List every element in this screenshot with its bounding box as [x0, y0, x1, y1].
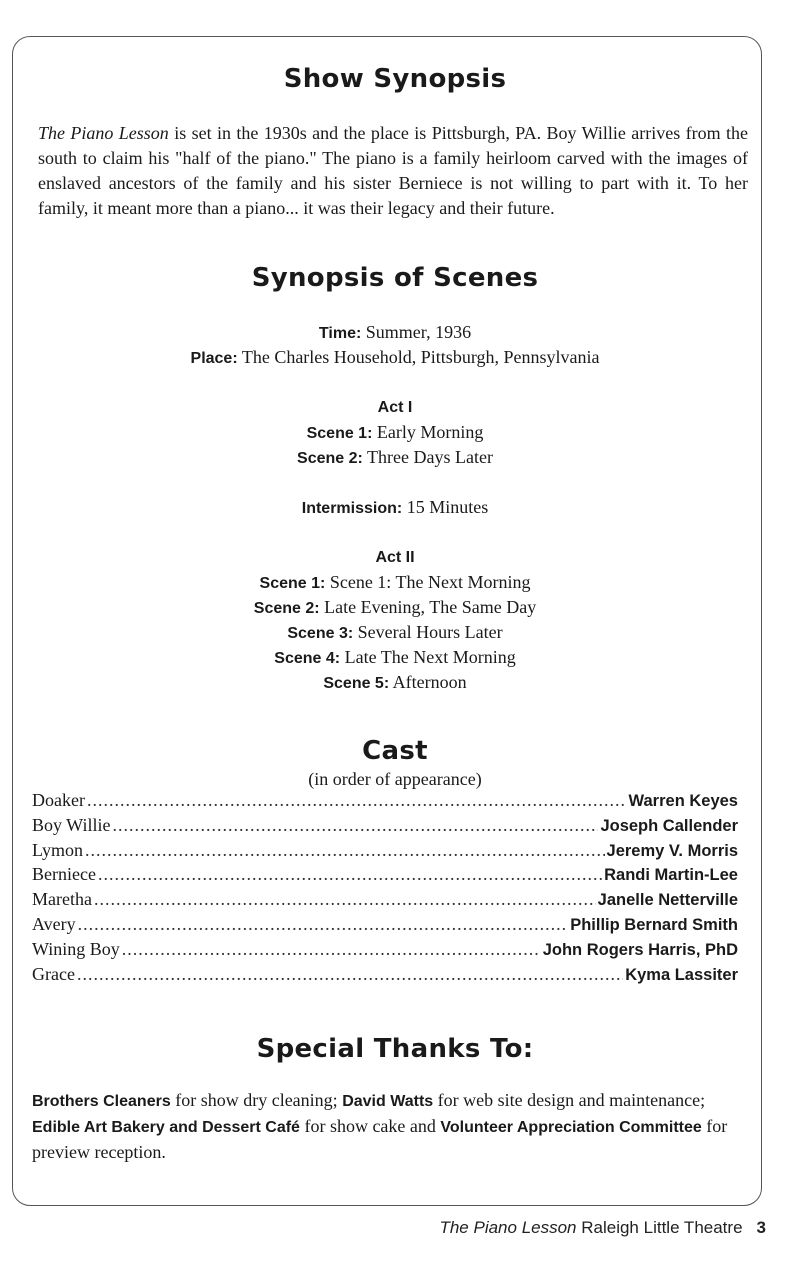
cast-row — [32, 939, 738, 964]
act2-title: Act II — [375, 549, 415, 566]
thanks-text: for show dry cleaning; — [170, 1090, 343, 1110]
scene-value: Late The Next Morning — [340, 647, 516, 667]
leader-dots — [85, 840, 605, 861]
cast-role: Wining Boy — [32, 938, 120, 959]
cast-row — [32, 815, 738, 840]
leader-dots — [98, 864, 602, 885]
footer-play-title: The Piano Lesson — [439, 1218, 577, 1237]
cast-role: Boy Willie — [32, 814, 111, 835]
time-label: Time: — [318, 325, 362, 342]
leader-dots — [122, 939, 541, 960]
thanks-text: for show cake and — [299, 1116, 441, 1136]
synopsis-body: is set in the 1930s and the place is Pittsburgh, PA. Boy Willie arrives from the south to claim his "half of the piano." The piano is a family heirloom carved with the images of enslaved ancestors of the family and his sister Berniece is not willing to part with it. To her family, it meant more than a piano... it was their legacy and their future. — [38, 123, 748, 218]
cast-row — [32, 889, 738, 914]
cast-actor: John Rogers Harris, PhD — [542, 940, 738, 959]
thanks-heading: Special Thanks To: — [256, 1034, 534, 1064]
cast-heading: Cast — [362, 736, 428, 766]
cast-actor: Phillip Bernard Smith — [570, 915, 738, 934]
thanks-text: for preview reception. — [32, 1116, 728, 1162]
scene-label: Scene 4: — [274, 650, 341, 667]
thanks-paragraph — [32, 1088, 742, 1164]
time-line — [0, 320, 790, 346]
cast-subheading: (in order of appearance) — [308, 769, 482, 789]
synopsis-play-title: The Piano Lesson — [38, 123, 169, 143]
cast-role: Grace — [32, 963, 75, 984]
act1-scene-2 — [0, 445, 790, 471]
place-value: The Charles Household, Pittsburgh, Pennsylvania — [237, 347, 600, 367]
scene-label: Scene 2: — [253, 600, 320, 617]
act1-title: Act I — [377, 399, 413, 416]
cast-role: Lymon — [32, 839, 84, 860]
act2-scene-5 — [0, 670, 790, 696]
scene-label: Scene 1: — [306, 425, 373, 442]
cast-row — [32, 914, 738, 939]
intermission-label: Intermission: — [301, 500, 403, 517]
cast-actor: Jeremy V. Morris — [606, 841, 738, 860]
leader-dots — [87, 790, 627, 811]
cast-actor: Warren Keyes — [628, 792, 738, 810]
synopsis-paragraph — [38, 121, 748, 221]
act1-scene-1 — [0, 420, 790, 446]
intermission-line — [0, 495, 790, 521]
cast-actor: Kyma Lassiter — [625, 965, 738, 984]
thanks-sponsor: Edible Art Bakery and Dessert Café — [32, 1119, 300, 1136]
cast-role: Berniece — [32, 864, 96, 885]
act2-scene-1 — [0, 570, 790, 596]
cast-role: Avery — [32, 913, 76, 934]
act2-scene-2 — [0, 595, 790, 621]
scene-label: Scene 5: — [323, 675, 390, 692]
place-line — [0, 345, 790, 371]
cast-actor: Joseph Callender — [600, 816, 738, 835]
cast-row — [32, 864, 738, 889]
thanks-text: for web site design and maintenance; — [433, 1090, 706, 1110]
scene-value: Three Days Later — [362, 447, 493, 467]
cast-role: Maretha — [32, 889, 92, 910]
thanks-sponsor: Volunteer Appreciation Committee — [440, 1119, 702, 1136]
scene-value: Scene 1: The Next Morning — [325, 572, 531, 592]
time-value: Summer, 1936 — [361, 322, 472, 342]
footer-theatre: Raleigh Little Theatre — [576, 1218, 743, 1237]
cast-row — [32, 840, 738, 865]
leader-dots — [94, 889, 596, 910]
scene-label: Scene 2: — [297, 450, 363, 467]
page-number: 3 — [756, 1218, 766, 1237]
act2-scene-4 — [0, 645, 790, 671]
scene-value: Afternoon — [389, 672, 467, 692]
act2-scene-3 — [0, 620, 790, 646]
scene-value: Late Evening, The Same Day — [319, 597, 537, 617]
intermission-value: 15 Minutes — [402, 497, 489, 517]
thanks-sponsor: David Watts — [342, 1093, 434, 1110]
cast-role: Doaker — [32, 790, 85, 810]
cast-row — [32, 964, 738, 989]
scene-label: Scene 1: — [259, 575, 326, 592]
leader-dots — [77, 964, 623, 985]
leader-dots — [78, 914, 569, 935]
scene-value: Several Hours Later — [353, 622, 503, 642]
cast-list — [32, 790, 738, 988]
thanks-sponsor: Brothers Cleaners — [32, 1093, 171, 1110]
synopsis-heading: Show Synopsis — [283, 64, 507, 94]
cast-actor: Randi Martin-Lee — [604, 866, 738, 885]
cast-row — [32, 790, 738, 815]
leader-dots — [112, 815, 598, 836]
scene-label: Scene 3: — [287, 625, 354, 642]
cast-actor: Janelle Netterville — [597, 891, 738, 910]
place-label: Place: — [190, 350, 238, 367]
scenes-heading: Synopsis of Scenes — [251, 263, 539, 293]
page-footer — [439, 1218, 766, 1238]
scene-value: Early Morning — [372, 422, 484, 442]
